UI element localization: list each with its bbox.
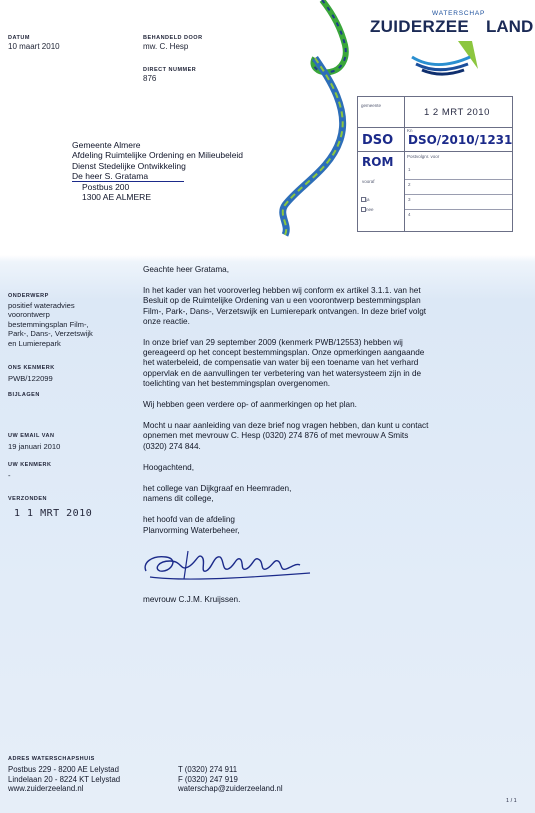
behandeld-value: mw. C. Hesp xyxy=(143,42,189,51)
stamp-num-4: 4 xyxy=(408,212,411,217)
addressee-line-underlined: De heer S. Gratama xyxy=(72,171,184,182)
paragraph-3: Wij hebben geen verdere op- of aanmerkingen op het plan. xyxy=(143,400,357,410)
stamp-checkbox-ja xyxy=(361,197,366,202)
bijlagen-label: BIJLAGEN xyxy=(8,392,40,398)
footer-contact xyxy=(178,765,283,794)
handwritten-signature xyxy=(140,545,315,585)
stamp-hand-rom: ROM xyxy=(362,155,394,169)
paragraph-2: In onze brief van 29 september 2009 (kenmerk PWB/12553) hebben wij gereageerd op het concept bestemmingsplan. Onze opmerkingen aangaande het waterbeleid, de compensatie van water bij een toename van het verhard oppervlak en de aanvullingen ter verbetering van het watersysteem zijn in de toelichting van het bestemmingsplan overgenomen. xyxy=(143,338,425,388)
received-stamp: gemeente 1 2 MRT 2010 Kn DSO DSO/2010/1231 Postvolgnr. voor ROM vooraf ja nee 1 2 3 4 xyxy=(357,96,513,232)
logo-waves-icon xyxy=(408,39,488,79)
stamp-checkbox-nee xyxy=(361,207,366,212)
stamp-hand-code: DSO/2010/1231 xyxy=(408,133,513,147)
paragraph-1: In het kader van het vooroverleg hebben wij conform ex artikel 3.1.1. van het Besluit op de Ruimtelijke Ordening van u een voorontwerp bestemmingsplan Film-, Park-, Dans-, Verzetswijk en Lumierepark ontvangen. In deze brief volgt onze reactie. xyxy=(143,286,427,326)
direct-value: 876 xyxy=(143,74,157,83)
ribbon-decoration xyxy=(260,0,370,250)
behandeld-label: BEHANDELD DOOR xyxy=(143,35,203,41)
addressee-block xyxy=(72,140,243,203)
signature-department: het hoofd van de afdeling Planvorming Waterbeheer, xyxy=(143,515,240,535)
datum-label: DATUM xyxy=(8,35,30,41)
footer-adres-label: ADRES WATERSCHAPSHUIS xyxy=(8,756,95,762)
footer-website: www.zuiderzeeland.nl xyxy=(8,784,84,794)
footer-lindelaan: Lindelaan 20 - 8224 KT Lelystad xyxy=(8,774,121,784)
paragraph-4: Mocht u naar aanleiding van deze brief nog vragen hebben, dan kunt u contact opnemen met mevrouw C. Hesp (0320) 274 876 of met mevrouw A Smits (0320) 274 844. xyxy=(143,421,429,451)
verzonden-stamp: 1 1 MRT 2010 xyxy=(14,508,93,519)
uw-email-label: UW EMAIL VAN xyxy=(8,433,55,439)
footer-fax: F (0320) 247 919 xyxy=(178,774,238,784)
footer-postbus: Postbus 229 - 8200 AE Lelystad xyxy=(8,765,119,774)
stamp-kn-label: Kn xyxy=(407,128,413,133)
stamp-nee: nee xyxy=(366,207,374,212)
signer-name: mevrouw C.J.M. Kruijssen. xyxy=(143,595,241,604)
logo-small-text: WATERSCHAP xyxy=(432,10,486,17)
addressee-line: Dienst Stedelijke Ontwikkeling xyxy=(72,160,186,171)
footer-email: waterschap@zuiderzeeland.nl xyxy=(178,784,283,794)
addressee-line: 1300 AE ALMERE xyxy=(82,192,151,203)
uw-kenmerk-value: - xyxy=(8,471,11,480)
addressee-line: Postbus 200 xyxy=(82,182,130,193)
stamp-vooraf: vooraf xyxy=(362,179,375,184)
stamp-postvolgnummer: Postvolgnr. voor xyxy=(407,154,440,159)
logo-name-left: ZUIDERZEE xyxy=(370,17,470,36)
onderwerp-value: positief wateradvies voorontwerp bestemmingsplan Film-, Park-, Dans-, Verzetswijk en Lumierepark xyxy=(8,301,93,348)
addressee-line: Afdeling Ruimtelijke Ordening en Milieubeleid xyxy=(72,150,244,161)
stamp-num-1: 1 xyxy=(408,167,411,172)
direct-label: DIRECT NUMMER xyxy=(143,67,197,73)
stamp-date: 1 2 MRT 2010 xyxy=(424,107,490,118)
footer-tel: T (0320) 274 911 xyxy=(178,765,238,774)
stamp-hand-dso: DSO xyxy=(362,133,394,148)
kenmerk-label: ONS KENMERK xyxy=(8,365,55,371)
addressee-line: Gemeente Almere xyxy=(72,140,141,150)
stamp-num-3: 3 xyxy=(408,197,411,202)
footer-address xyxy=(8,765,120,794)
salutation: Geachte heer Gratama, xyxy=(143,265,230,274)
datum-value: 10 maart 2010 xyxy=(8,42,60,51)
page-number: 1 / 1 xyxy=(506,798,517,804)
zuiderzeeland-logo xyxy=(368,6,534,86)
letter-body xyxy=(143,265,528,536)
stamp-num-2: 2 xyxy=(408,182,411,187)
signature-college: het college van Dijkgraaf en Heemraden, namens dit college, xyxy=(143,484,292,504)
uw-kenmerk-label: UW KENMERK xyxy=(8,462,52,468)
logo-name-right: LAND xyxy=(486,17,534,36)
kenmerk-value: PWB/122099 xyxy=(8,374,53,383)
closing: Hoogachtend, xyxy=(143,462,194,472)
uw-email-value: 19 januari 2010 xyxy=(8,442,61,451)
verzonden-label: VERZONDEN xyxy=(8,496,48,502)
onderwerp-label: ONDERWERP xyxy=(8,293,49,299)
stamp-ja: ja xyxy=(366,197,370,202)
